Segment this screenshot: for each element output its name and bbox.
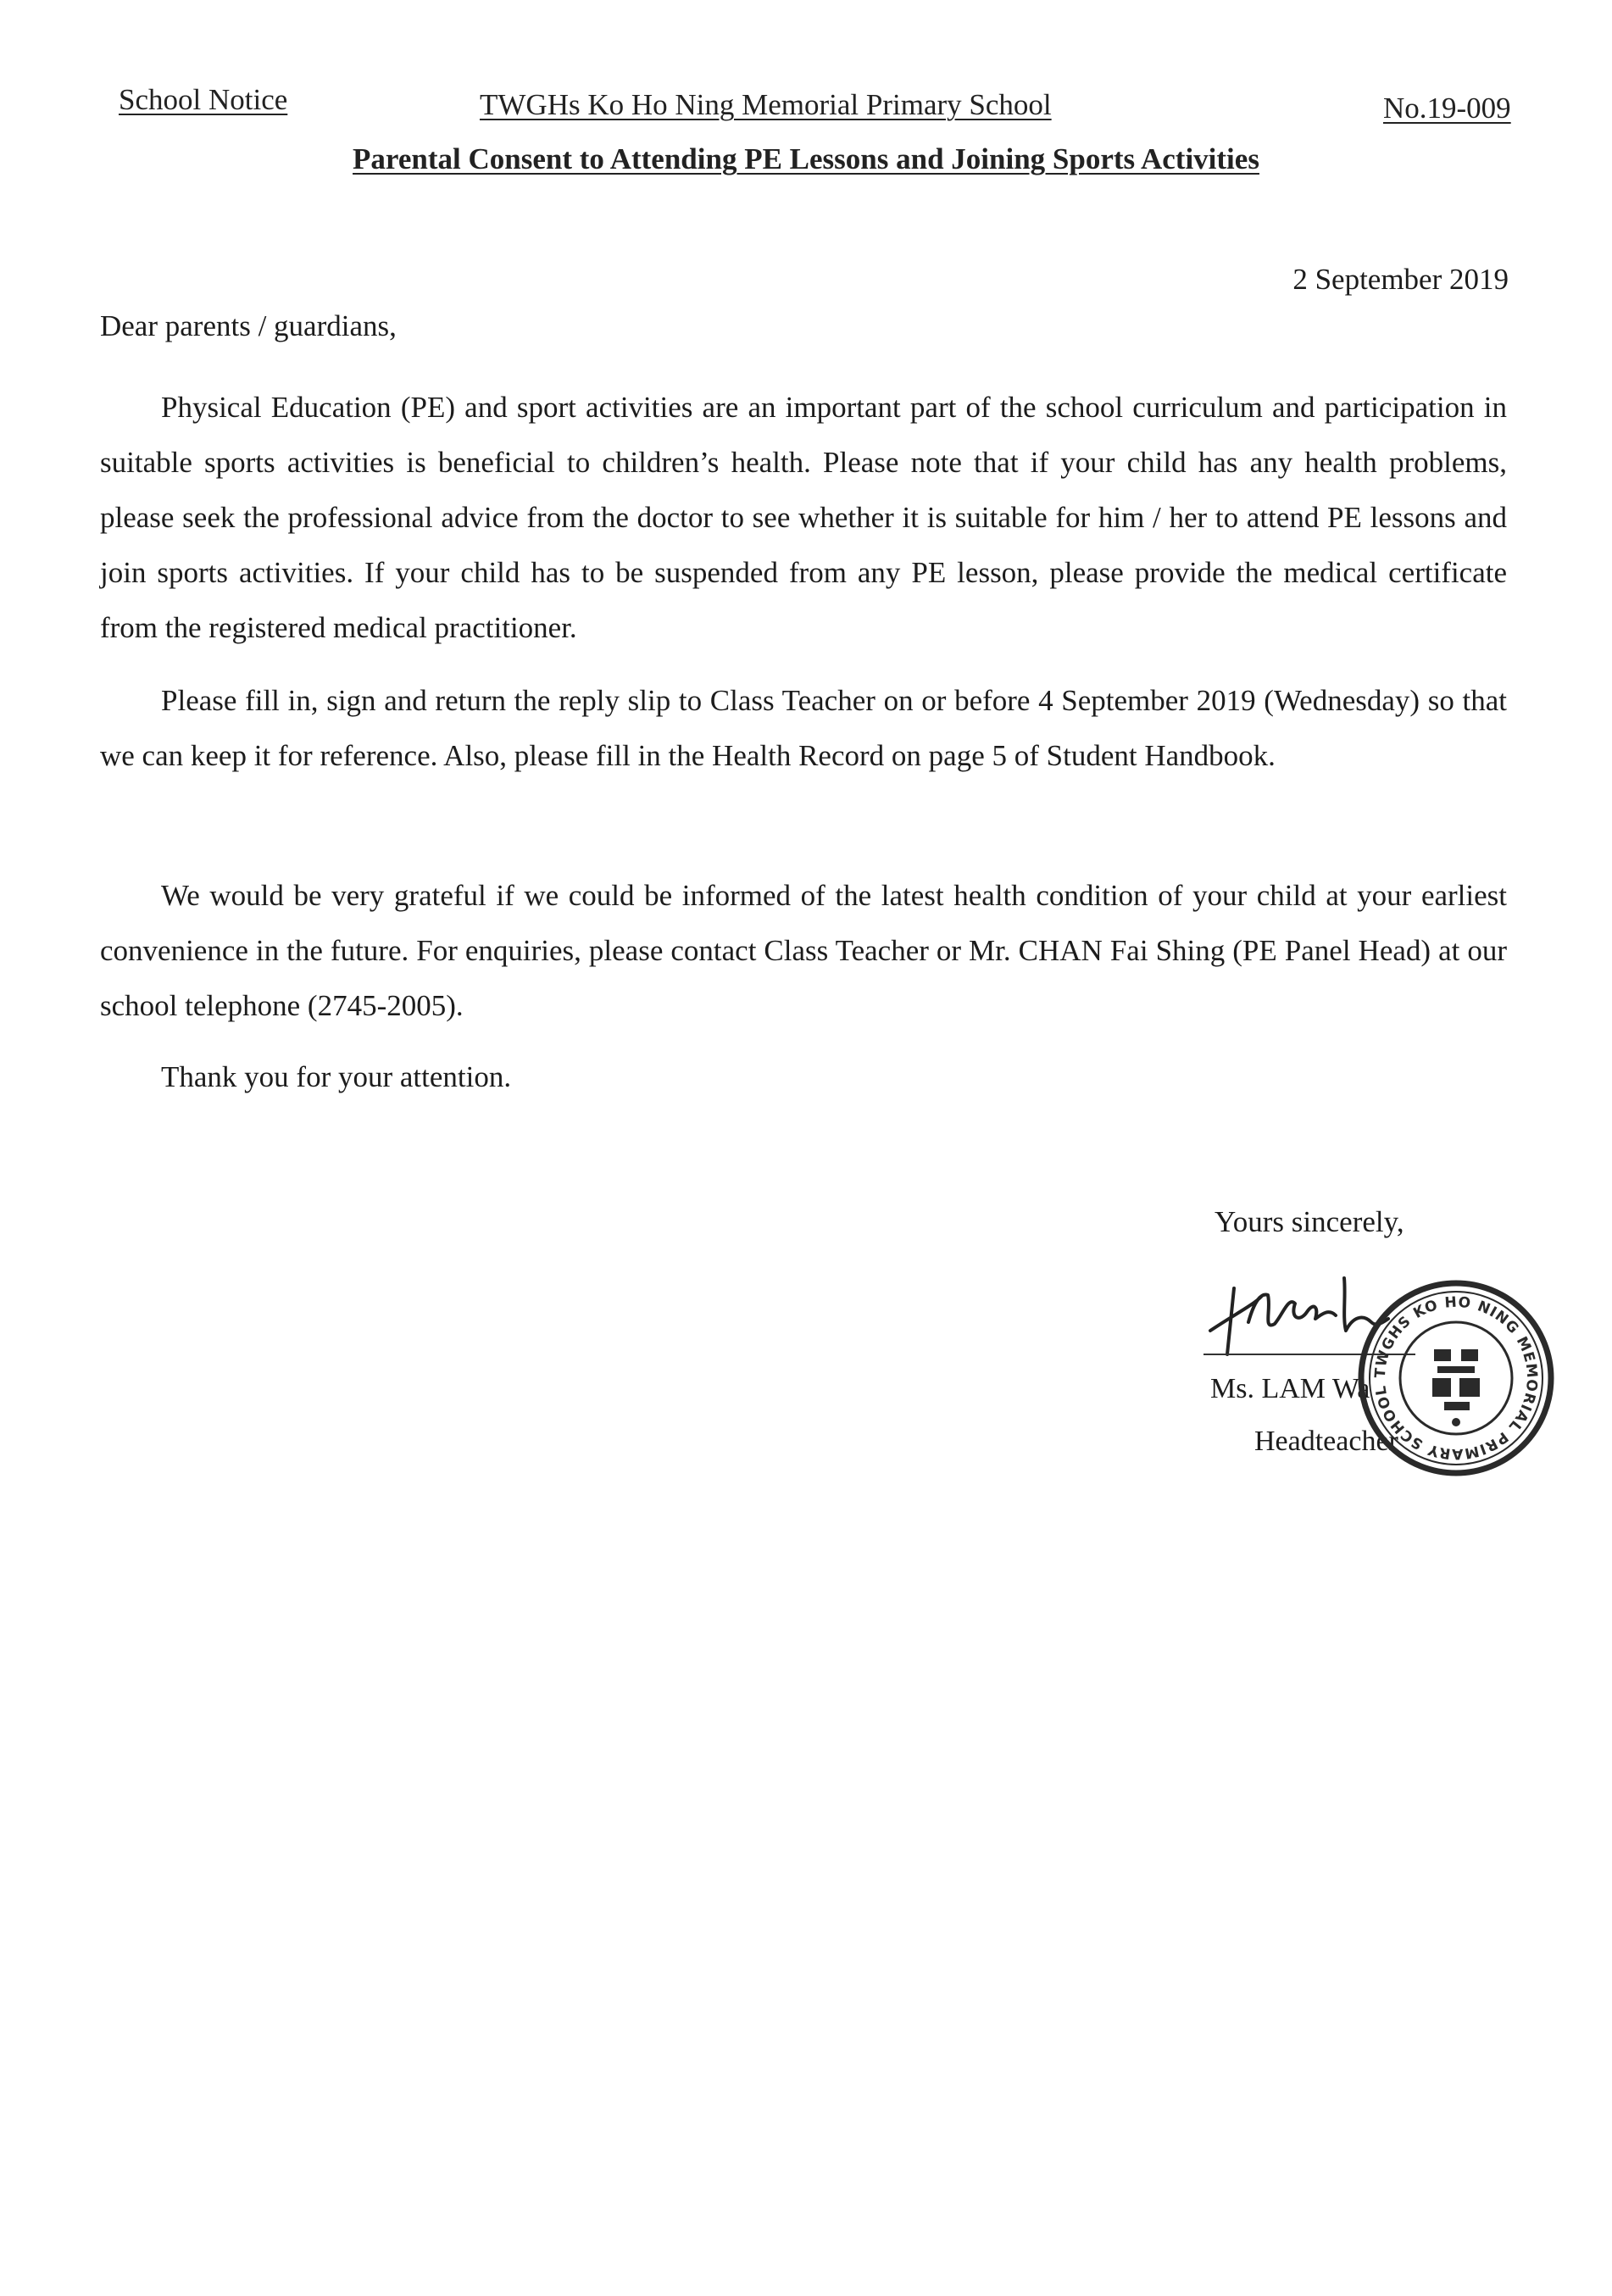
school-seal [1356,1278,1556,1478]
salutation: Dear parents / guardians, [100,309,397,342]
paragraph-pe-importance: Physical Education (PE) and sport activities are an important part of the school curriculum and participation in suitable sports activities is beneficial to children’s health. Please note that if your child has any health problems, please seek the professional advice from the doctor to see whether it is suitable for him / her to attend PE lessons and join sports activities. If your child has to be suspended from any PE lesson, please provide the medical certificate from the registered medical practitioner. [100,391,1507,644]
school-name: TWGHs Ko Ho Ning Memorial Primary School [480,88,1052,121]
closing: Yours sincerely, [1215,1205,1404,1238]
document-title: Parental Consent to Attending PE Lessons and Joining Sports Activities [353,142,1259,175]
svg-text:TWGHS KO HO NING MEMORIAL PRIM [1372,1294,1541,1462]
notice-date: 2 September 2019 [1292,263,1509,296]
seal-text: TWGHS KO HO NING MEMORIAL PRIMARY SCHOOL [1371,1293,1541,1463]
notice-label: School Notice [119,83,288,116]
signatory-name: Ms. LAM Wa [1210,1373,1370,1404]
signatory-title: Headteacher [1254,1426,1398,1457]
paragraph-health-condition: We would be very grateful if we could be informed of the latest health condition of your child at your earliest convenience in the future. For enquiries, please contact Class Teacher or Mr. CHAN Fai Shing (PE Panel Head) at our school telephone (2745-2005). [100,879,1507,1022]
paragraph-reply-slip: Please fill in, sign and return the reply slip to Class Teacher on or before 4 September 2019 (Wednesday) so that we can keep it for reference. Also, please fill in the Health Record on page 5 of Student Handbook. [100,684,1507,772]
notice-number: No.19-009 [1383,92,1511,125]
seal-emblem-icon [1432,1349,1480,1426]
paragraph-thanks: Thank you for your attention. [161,1060,512,1093]
